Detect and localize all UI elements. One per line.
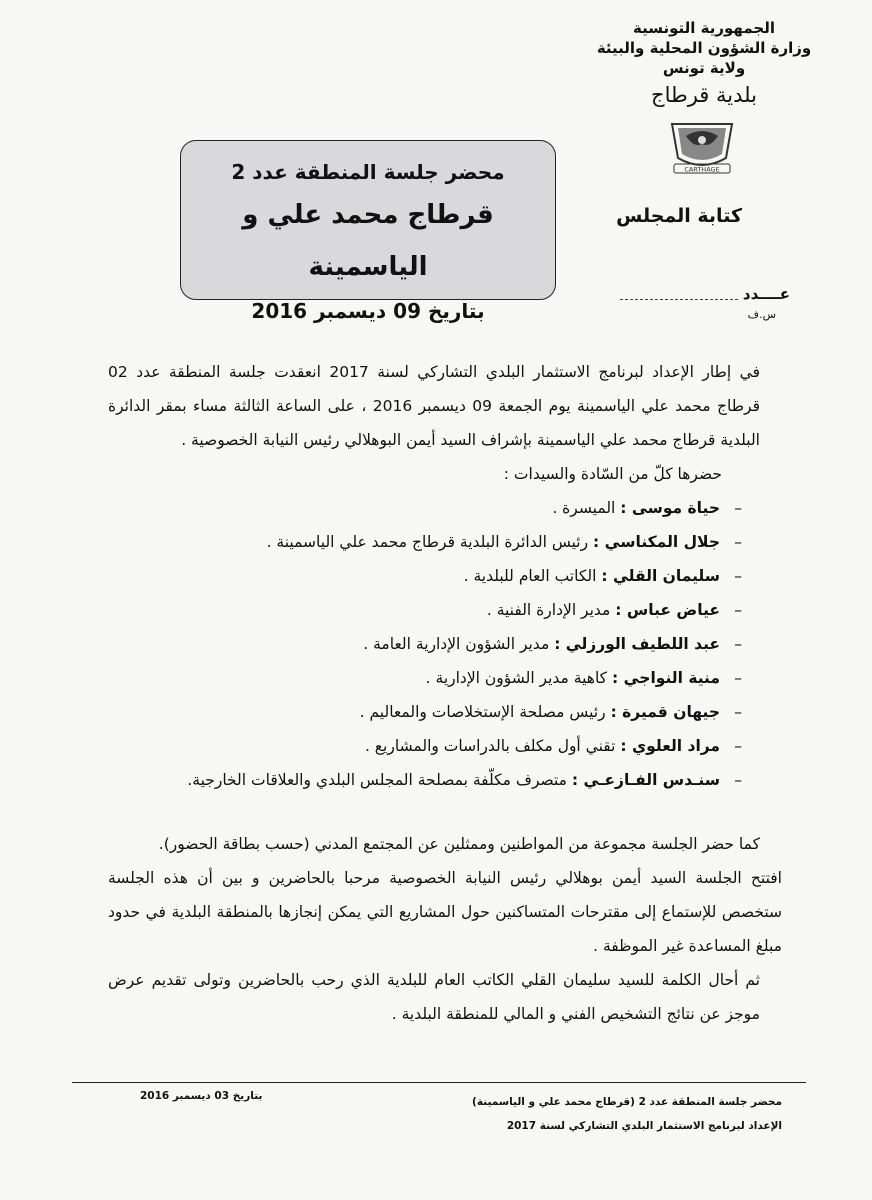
municipality-line: بلدية قرطاج bbox=[651, 83, 757, 107]
list-dash: – bbox=[734, 771, 742, 789]
minutes-body bbox=[108, 355, 782, 1031]
attendee-name: سنـدس الفـازعـي : bbox=[571, 771, 720, 789]
number-label: عــــدد bbox=[742, 285, 790, 303]
meeting-title-box bbox=[180, 140, 556, 323]
footer-date: بتاريخ 03 ديسمبر 2016 bbox=[140, 1090, 263, 1102]
number-sub-label: س.ف bbox=[747, 308, 776, 321]
ministry-line: وزارة الشؤون المحلية والبيئة bbox=[596, 39, 812, 57]
attendee-name: جلال المكناسي : bbox=[593, 533, 720, 551]
list-dash: – bbox=[734, 499, 742, 517]
attendee-role: تقني أول مكلف بالدراسات والمشاريع . bbox=[364, 737, 616, 755]
footer-reference bbox=[452, 1090, 782, 1138]
list-dash: – bbox=[734, 669, 742, 687]
footer-divider bbox=[72, 1082, 806, 1083]
title-line-3: بتاريخ 09 ديسمبر 2016 bbox=[251, 299, 485, 323]
attendee-item bbox=[108, 627, 742, 661]
attendee-item bbox=[108, 661, 742, 695]
presentation-paragraph: ثم أحال الكلمة للسيد سليمان القلي الكاتب العام للبلدية الذي رحب بالحاضرين وتولى تقديم عرض موجز عن نتائج التشخيص الفني و المالي للمنطقة البلدية . bbox=[108, 971, 760, 1023]
list-dash: – bbox=[734, 737, 742, 755]
list-dash: – bbox=[734, 567, 742, 585]
attendance-paragraph: كما حضر الجلسة مجموعة من المواطنين وممثلين عن المجتمع المدني (حسب بطاقة الحضور). bbox=[158, 835, 760, 853]
intro-paragraph: في إطار الإعداد لبرنامج الاستثمار البلدي التشاركي لسنة 2017 انعقدت جلسة المنطقة عدد 02 قرطاج محمد علي الياسمينة يوم الجمعة 09 ديسمبر 2016 ، على الساعة الثالثة مساء بمقر الدائرة البلدية قرطاج محمد علي الياسمينة بإشراف السيد أيمن البوهلالي رئيس النيابة الخصوصية . bbox=[108, 363, 760, 449]
list-dash: – bbox=[734, 703, 742, 721]
attendee-name: حياة موسى : bbox=[620, 499, 720, 517]
list-dash: – bbox=[734, 601, 742, 619]
attendee-name: مراد العلوي : bbox=[620, 737, 720, 755]
svg-text:CARTHAGE: CARTHAGE bbox=[684, 165, 720, 174]
letterhead bbox=[564, 18, 844, 110]
attendees-intro: حضرها كلّ من السّادة والسيدات : bbox=[503, 465, 722, 483]
carthage-municipality-emblem-icon bbox=[664, 118, 740, 176]
attendee-role: رئيس الدائرة البلدية قرطاج محمد علي الياسمينة . bbox=[266, 533, 589, 551]
attendees-list bbox=[108, 491, 782, 797]
attendee-name: عبد اللطيف الورزلي : bbox=[554, 635, 720, 653]
attendee-name: سليمان القلي : bbox=[601, 567, 720, 585]
attendee-item bbox=[108, 525, 742, 559]
attendee-role: رئيس مصلحة الإستخلاصات والمعاليم . bbox=[359, 703, 606, 721]
list-dash: – bbox=[734, 635, 742, 653]
attendee-role: متصرف مكلّفة بمصلحة المجلس البلدي والعلاقات الخارجية. bbox=[187, 771, 567, 789]
reference-number-row bbox=[620, 285, 790, 305]
opening-paragraph: افتتح الجلسة السيد أيمن بوهلالي رئيس النيابة الخصوصية مرحبا بالحاضرين و بين أن هذه الجلسة ستخصص للإستماع إلى مقترحات المتساكنين حول المشاريع التي يمكن إنجازها بالمنطقة البلدية في حدود مبلغ المساعدة غير الموظفة . bbox=[108, 869, 782, 955]
attendee-item bbox=[108, 593, 742, 627]
attendee-item bbox=[108, 559, 742, 593]
attendee-item bbox=[108, 763, 742, 797]
attendee-item bbox=[108, 695, 742, 729]
governorate-line: ولاية تونس bbox=[662, 59, 746, 77]
attendee-name: عياض عباس : bbox=[615, 601, 720, 619]
title-line-1: محضر جلسة المنطقة عدد 2 bbox=[231, 160, 505, 184]
attendee-name: جيهان قميرة : bbox=[610, 703, 720, 721]
republic-line: الجمهورية التونسية bbox=[633, 19, 775, 37]
attendee-role: مدير الشؤون الإدارية العامة . bbox=[363, 635, 550, 653]
list-dash: – bbox=[734, 533, 742, 551]
footer-program-title: الإعداد لبرنامج الاستثمار البلدي التشاركي لسنة 2017 bbox=[506, 1120, 782, 1132]
council-office-label: كتابة المجلس bbox=[616, 205, 742, 227]
attendee-role: الميسرة . bbox=[552, 499, 616, 517]
number-fill-line bbox=[620, 299, 738, 300]
attendee-role: مدير الإدارة الفنية . bbox=[486, 601, 611, 619]
footer-minutes-title: محضر جلسة المنطقة عدد 2 (قرطاج محمد علي و الياسمينة) bbox=[472, 1096, 782, 1108]
attendee-role: كاهية مدير الشؤون الإدارية . bbox=[425, 669, 608, 687]
attendee-item bbox=[108, 729, 742, 763]
attendee-item bbox=[108, 491, 742, 525]
title-line-2: قرطاج محمد علي و الياسمينة bbox=[242, 200, 494, 282]
attendee-role: الكاتب العام للبلدية . bbox=[463, 567, 597, 585]
attendee-name: منية النواجي : bbox=[612, 669, 720, 687]
